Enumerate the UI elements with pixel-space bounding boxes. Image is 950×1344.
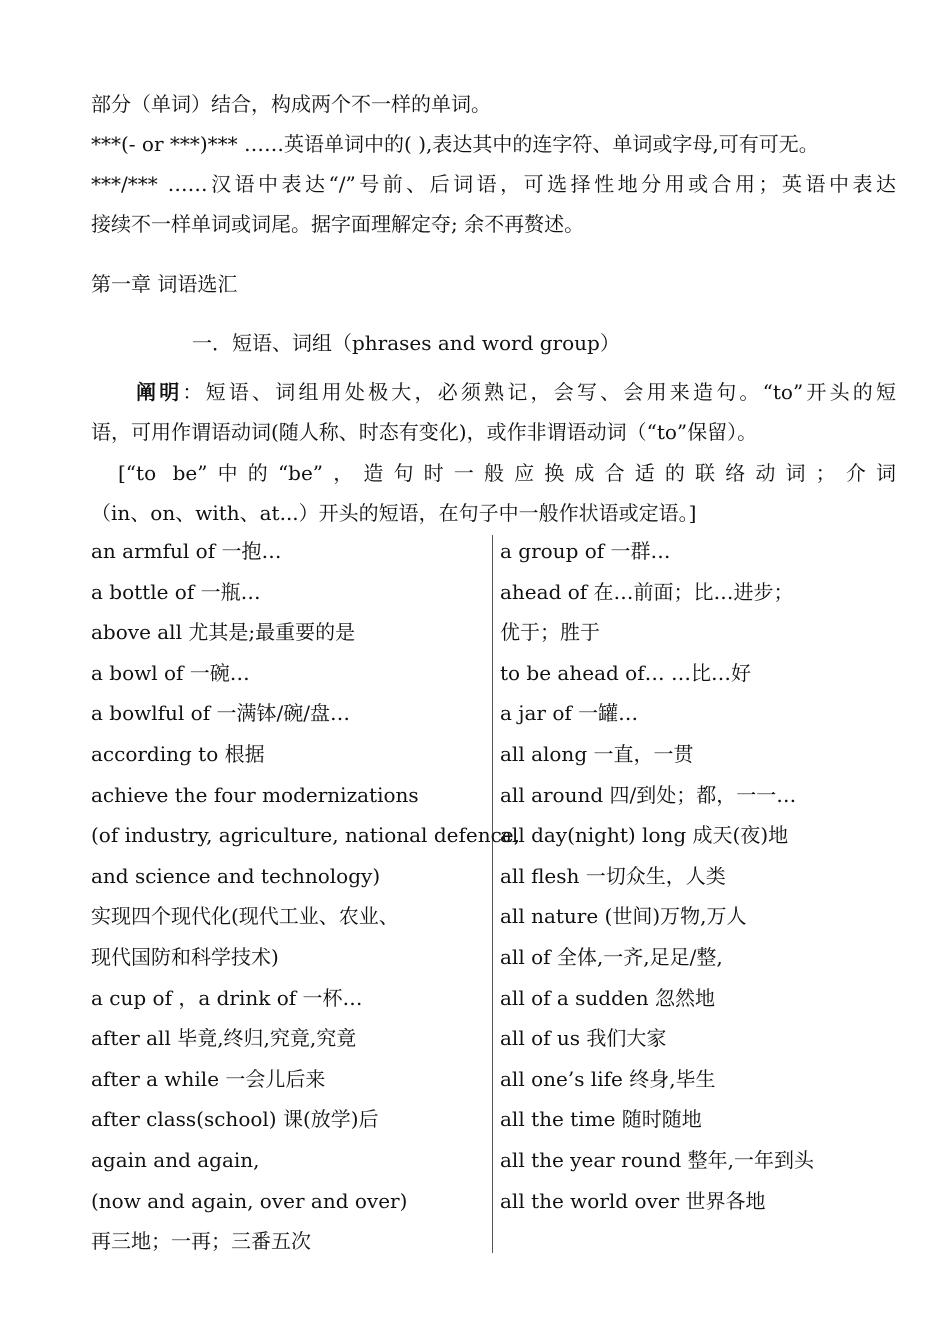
left-phrase-column	[91, 531, 520, 1262]
phrase-entry: all day(night) long 成天(夜)地	[500, 823, 789, 848]
phrase-entry: a bowl of 一碗…	[91, 660, 250, 685]
section-title: 一．短语、词组（phrases and word group）	[192, 331, 620, 355]
intro-line-1: 部分（单词）结合，构成两个不一样的单词。	[91, 92, 491, 116]
phrase-entry: all the world over 世界各地	[500, 1188, 766, 1213]
phrase-entry: all the time 随时随地	[500, 1107, 702, 1132]
phrase-entry: again and again,	[91, 1147, 260, 1172]
phrase-entry: an armful of 一抱…	[91, 539, 282, 563]
phrase-entry: all of us 我们大家	[500, 1026, 667, 1051]
phrase-entry: a jar of 一罐…	[500, 701, 639, 726]
phrase-entry: (of industry, agriculture, national defence,	[91, 823, 520, 848]
phrase-entry: all of 全体,一齐,足足/整,	[500, 944, 723, 969]
chapter-title: 第一章 词语选汇	[91, 272, 238, 296]
phrase-entry: all along 一直，一贯	[500, 741, 694, 766]
intro-line-4: 接续不一样单词或词尾。据字面理解定夺; 余不再赘述。	[91, 212, 585, 236]
explanation-line-4: （in、on、with、at...）开头的短语，在句子中一般作状语或定语。]	[91, 501, 697, 525]
phrase-entry: after all 毕竟,终归,究竟,究竟	[91, 1026, 357, 1051]
phrase-entry: a bottle of 一瓶…	[91, 579, 261, 604]
phrase-entry: above all 尤其是;最重要的是	[91, 620, 356, 645]
right-phrase-column	[500, 531, 814, 1221]
phrase-entry: all nature (世间)万物,万人	[500, 904, 747, 929]
phrase-entry: after a while 一会儿后来	[91, 1066, 326, 1091]
intro-line-2: ***(- or ***)*** ……英语单词中的( ),表达其中的连字符、单词或字母,可有可无。	[91, 132, 819, 156]
phrase-entry: a bowlful of 一满钵/碗/盘…	[91, 701, 350, 726]
phrase-entry: all one’s life 终身,毕生	[500, 1066, 716, 1091]
explanation-line-2: 语，可用作谓语动词(随人称、时态有变化)，或作非谓语动词（“to”保留）。	[91, 420, 758, 444]
phrase-entry: (now and again, over and over)	[91, 1188, 408, 1213]
phrase-entry: 实现四个现代化(现代工业、农业、	[91, 904, 399, 929]
phrase-entry: achieve the four modernizations	[91, 782, 419, 807]
phrase-entry: to be ahead of… …比…好	[500, 660, 751, 685]
phrase-entry: after class(school) 课(放学)后	[91, 1107, 379, 1132]
explanation-label: 阐明	[136, 380, 183, 404]
explanation-text-1: ：短语、词组用处极大，必须熟记，会写、会用来造句。“to”开头的短	[182, 380, 897, 404]
phrase-entry: and science and technology)	[91, 863, 381, 888]
phrase-entry: a cup of ，a drink of 一杯…	[91, 985, 363, 1010]
intro-line-3: ***/*** ……汉语中表达“/”号前、后词语，可选择性地分用或合用；英语中表达	[91, 172, 896, 196]
phrase-entry: all flesh 一切众生，人类	[500, 863, 726, 888]
explanation-line-1	[136, 379, 896, 405]
phrase-entry: a group of 一群…	[500, 539, 671, 563]
phrase-entry: ahead of 在…前面；比…进步；	[500, 579, 794, 604]
phrase-entry: according to 根据	[91, 741, 265, 766]
phrase-entry: all around 四/到处；都，一一…	[500, 782, 797, 807]
phrase-entry: 优于；胜于	[500, 620, 600, 645]
explanation-line-3: [“to be”中的“be”，造句时一般应换成合适的联络动词；介词	[118, 461, 896, 485]
phrase-entry: 再三地；一再；三番五次	[91, 1229, 311, 1254]
phrase-entry: all of a sudden 忽然地	[500, 985, 715, 1010]
phrase-entry: all the year round 整年,一年到头	[500, 1147, 815, 1172]
phrase-entry: 现代国防和科学技术)	[91, 944, 279, 969]
